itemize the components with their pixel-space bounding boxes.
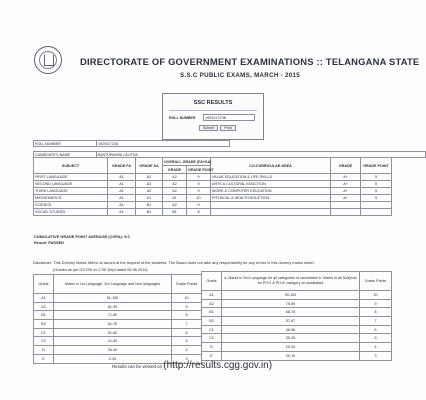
page-title: DIRECTORATE OF GOVERNMENT EXAMINATIONS :: TELANGANA STATE bbox=[80, 56, 420, 67]
marks-cell: 41-50 bbox=[54, 337, 172, 346]
table-row bbox=[202, 351, 392, 360]
table-row bbox=[202, 291, 392, 300]
cgpa-text: CUMULATIVE GRADE POINT AVERAGE (CGPA): 9.0 bbox=[34, 234, 130, 239]
points-cell: 9 bbox=[172, 302, 202, 311]
grade-cell: A1 bbox=[202, 291, 222, 300]
fa-cell: A1 bbox=[108, 209, 136, 216]
table-row bbox=[34, 302, 202, 311]
sa-cell: A1 bbox=[136, 195, 163, 202]
points-cell: 4 bbox=[172, 346, 202, 355]
co-grade-point-cell: 5 bbox=[361, 188, 392, 195]
sa-cell: B1 bbox=[136, 209, 163, 216]
header-grade: Grade bbox=[202, 272, 222, 291]
fa-cell: A1 bbox=[108, 195, 136, 202]
grade-point-cell: 9 bbox=[187, 174, 211, 181]
grades-table-second-language bbox=[201, 271, 392, 361]
roll-number-input[interactable]: 1929117238 bbox=[203, 114, 255, 121]
table-row bbox=[34, 328, 202, 337]
table-row bbox=[34, 337, 202, 346]
subject-cell: THIRD LANGUAGE bbox=[34, 188, 108, 195]
header-grade-sa: GRADE SA bbox=[136, 158, 163, 174]
submit-button[interactable]: Submit bbox=[199, 125, 218, 131]
roll-number-cell-value: 1929117238 bbox=[97, 141, 230, 147]
subject-cell: SOCIAL STUDIES bbox=[34, 209, 108, 216]
points-cell: 5 bbox=[360, 334, 392, 343]
points-cell: 3 bbox=[172, 354, 202, 363]
page-subtitle: S.S.C PUBLIC EXAMS, MARCH - 2015 bbox=[180, 72, 300, 79]
grade-cell: A2 bbox=[163, 188, 187, 195]
table-row bbox=[34, 181, 392, 188]
marks-cell: 71-80 bbox=[54, 311, 172, 320]
grade-cell: D bbox=[202, 343, 222, 352]
results-url-link[interactable]: (http://results.cgg.gov.in) bbox=[163, 360, 273, 371]
table-row bbox=[34, 294, 202, 303]
fa-cell: A1 bbox=[108, 188, 136, 195]
marks-cell: 0-34 bbox=[54, 354, 172, 363]
grade-cell: D bbox=[34, 346, 54, 355]
fa-cell: A1 bbox=[108, 181, 136, 188]
grade-point-cell: 8 bbox=[187, 209, 211, 216]
header-grade-points: Grade Points bbox=[360, 272, 392, 291]
grade-cell: E bbox=[202, 351, 222, 360]
points-cell: 6 bbox=[172, 328, 202, 337]
points-cell: 7 bbox=[360, 317, 392, 326]
grade-cell: A1 bbox=[163, 195, 187, 202]
roll-number-cell-label: ROLL NUMBER bbox=[34, 141, 97, 147]
marks-cell: 20-34 bbox=[222, 343, 360, 352]
fa-cell: A1 bbox=[108, 174, 136, 181]
marks-cell: 57-67 bbox=[222, 317, 360, 326]
table-row bbox=[202, 343, 392, 352]
co-grade-point-cell bbox=[361, 209, 392, 216]
points-cell: 6 bbox=[360, 325, 392, 334]
grade-cell: C2 bbox=[34, 337, 54, 346]
divider bbox=[169, 110, 257, 111]
grade-cell: C1 bbox=[202, 325, 222, 334]
marks-cell: 00-19 bbox=[222, 351, 360, 360]
marks-table bbox=[33, 157, 392, 216]
marks-cell: 68-78 bbox=[222, 308, 360, 317]
fa-cell: A1 bbox=[108, 202, 136, 209]
table-row bbox=[34, 209, 392, 216]
co-area-cell bbox=[211, 202, 331, 209]
header-co-grade-point: GRADE POINT bbox=[361, 158, 392, 174]
grade-cell: A2 bbox=[163, 174, 187, 181]
grade-cell: E bbox=[34, 354, 54, 363]
points-cell: 10 bbox=[360, 291, 392, 300]
sa-cell: B1 bbox=[136, 202, 163, 209]
subject-cell: MATHEMATICS bbox=[34, 195, 108, 202]
grade-cell: A1 bbox=[34, 294, 54, 303]
co-grade-cell bbox=[331, 209, 361, 216]
co-area-cell: WORK & COMPUTER EDUCATION bbox=[211, 188, 331, 195]
roll-number-label: ROLL NUMBER bbox=[169, 116, 196, 120]
co-grade-cell: A+ bbox=[331, 174, 361, 181]
points-cell: 8 bbox=[172, 311, 202, 320]
grade-cell: A2 bbox=[34, 302, 54, 311]
subject-cell: SECOND LANGUAGE bbox=[34, 181, 108, 188]
roll-number-table bbox=[33, 140, 230, 147]
marks-cell: 91-100 bbox=[54, 294, 172, 303]
results-search-box bbox=[162, 93, 264, 140]
table-row bbox=[34, 346, 202, 355]
print-button[interactable]: Print bbox=[220, 125, 236, 131]
grades-table-languages bbox=[33, 274, 202, 364]
header-grade: GRADE bbox=[163, 166, 187, 174]
marks-cell: 51-60 bbox=[54, 328, 172, 337]
table-row bbox=[34, 174, 392, 181]
table-row bbox=[202, 308, 392, 317]
co-grade-point-cell: 5 bbox=[361, 174, 392, 181]
header-co-grade: GRADE bbox=[331, 158, 361, 174]
co-grade-cell: A+ bbox=[331, 195, 361, 202]
co-area-cell: PHYSICAL & HEALTH EDUCTION bbox=[211, 195, 331, 202]
table-row bbox=[34, 311, 202, 320]
points-cell: 5 bbox=[172, 337, 202, 346]
co-area-cell: ARTS & CULTURAL EDUCTION bbox=[211, 181, 331, 188]
state-emblem-logo bbox=[34, 46, 62, 74]
grade-cell: B1 bbox=[163, 209, 187, 216]
grade-cell: B2 bbox=[202, 317, 222, 326]
points-cell: 3 bbox=[360, 351, 392, 360]
co-area-cell: VALUE EDUCATION & LIFE SKILLS bbox=[211, 174, 331, 181]
points-cell: 7 bbox=[172, 320, 202, 329]
grade-cell: A2 bbox=[202, 299, 222, 308]
subject-cell: SCIENCE bbox=[34, 202, 108, 209]
candidate-name-value: BANTUPAVANI LALITHA bbox=[96, 152, 425, 158]
subject-cell: FIRST LANGUAGE bbox=[34, 174, 108, 181]
header-marks: Marks in 1st Language, 3rd Language and Non languages bbox=[54, 275, 172, 294]
header-grade-point: GRADE POINT bbox=[188, 167, 214, 172]
grade-cell: A2 bbox=[163, 202, 187, 209]
table-row bbox=[202, 317, 392, 326]
footer-text: Results can be viewed on bbox=[112, 364, 163, 369]
grade-point-cell: 9 bbox=[187, 202, 211, 209]
marks-cell: 46-56 bbox=[222, 325, 360, 334]
footer bbox=[112, 360, 272, 371]
result-status: Result: PASSED bbox=[34, 240, 64, 245]
table-row bbox=[34, 195, 392, 202]
points-cell: 8 bbox=[360, 308, 392, 317]
grade-cell: B1 bbox=[202, 308, 222, 317]
grades-note: (Grades as per GO MS no 2 SE Dept dated 05.06.2014) bbox=[53, 268, 148, 272]
sa-cell: A2 bbox=[136, 181, 163, 188]
disclaimer-text: Disclaimer: This Dummy Marks Memo is issued at the request of the students. The Board does not take any responsibility for any errors in this dummy marks sheet. bbox=[33, 260, 315, 265]
co-grade-point-cell bbox=[361, 202, 392, 209]
header-subject: SUBJECT bbox=[34, 158, 108, 174]
co-grade-cell: A+ bbox=[331, 188, 361, 195]
marks-cell: 90-100 bbox=[222, 291, 360, 300]
marks-cell: 81-90 bbox=[54, 302, 172, 311]
grade-cell: B2 bbox=[34, 320, 54, 329]
grade-cell: C2 bbox=[202, 334, 222, 343]
marks-cell: 61-70 bbox=[54, 320, 172, 329]
grade-point-cell: 9 bbox=[187, 181, 211, 188]
table-row bbox=[34, 188, 392, 195]
header-overall-grade: OVERALL GRADE (FA+SA) bbox=[164, 159, 212, 164]
table-row bbox=[34, 202, 392, 209]
co-grade-cell bbox=[331, 202, 361, 209]
table-row bbox=[202, 299, 392, 308]
sa-cell: A2 bbox=[136, 188, 163, 195]
marks-cell: 79-89 bbox=[222, 299, 360, 308]
header-grade: Grade bbox=[34, 275, 54, 294]
grade-cell: C1 bbox=[34, 328, 54, 337]
sa-cell: A2 bbox=[136, 174, 163, 181]
points-cell: 4 bbox=[360, 343, 392, 352]
co-grade-point-cell: 5 bbox=[361, 195, 392, 202]
grade-point-cell: 9 bbox=[187, 188, 211, 195]
results-box-title: SSC RESULTS bbox=[193, 100, 233, 106]
candidate-name-label: CANDIDATE'S NAME bbox=[34, 152, 97, 158]
points-cell: 10 bbox=[172, 294, 202, 303]
table-row bbox=[34, 320, 202, 329]
co-grade-point-cell: 5 bbox=[361, 181, 392, 188]
co-area-cell bbox=[211, 209, 331, 216]
co-grade-cell: A+ bbox=[331, 181, 361, 188]
grade-cell: B1 bbox=[34, 311, 54, 320]
grade-point-cell: 10 bbox=[187, 195, 211, 202]
grade-cell: A2 bbox=[163, 181, 187, 188]
table-row bbox=[202, 334, 392, 343]
header-grade-fa: GRADE FA bbox=[108, 158, 136, 174]
marks-cell: 35-40 bbox=[54, 346, 172, 355]
points-cell: 9 bbox=[360, 299, 392, 308]
table-row bbox=[202, 325, 392, 334]
marks-cell: 35-45 bbox=[222, 334, 360, 343]
header-co-curricular: CO-CURRICULAR AREA bbox=[211, 158, 331, 174]
header-grade-points: Grade Points bbox=[172, 275, 202, 294]
header-marks: a. Marks in 2nd Language for all categories of candidates b. Marks in all Subjects for PH-II & PH-III category of candidates bbox=[222, 272, 360, 291]
